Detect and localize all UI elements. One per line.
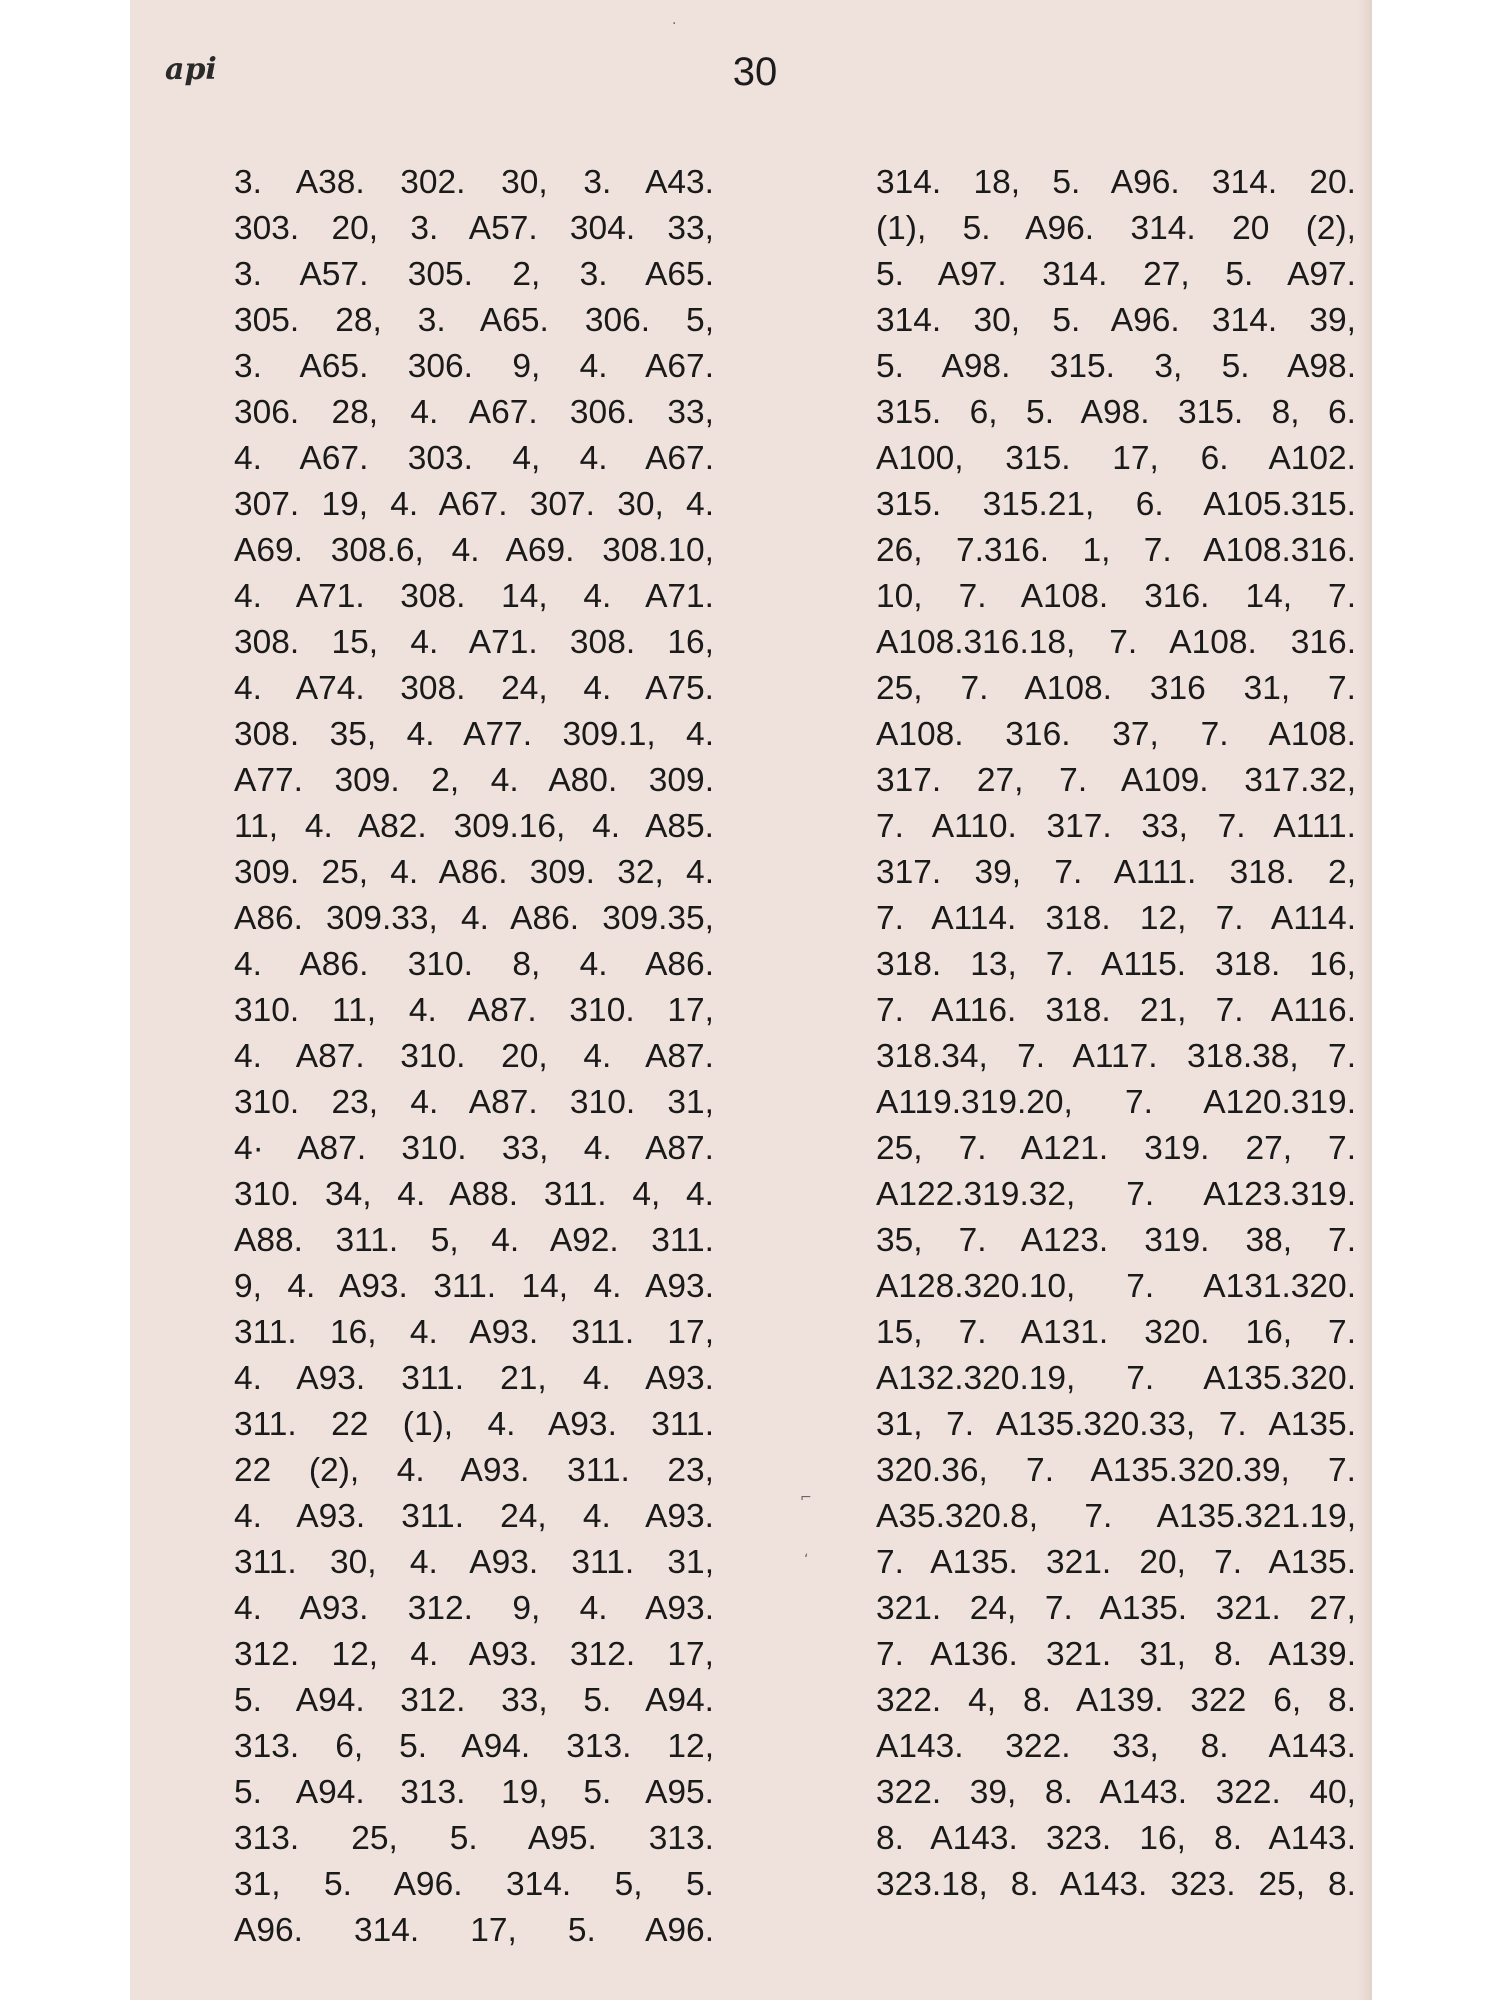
- page-edge-shadow: [1358, 0, 1372, 2000]
- index-line: 11, 4. A82. 309.16, 4. A85.: [234, 808, 714, 845]
- index-line: A119.319.20, 7. A120.319.: [876, 1084, 1356, 1121]
- index-line: 313. 25, 5. A95. 313.: [234, 1820, 714, 1857]
- index-line: 303. 20, 3. A57. 304. 33,: [234, 210, 714, 247]
- index-line: 314. 30, 5. A96. 314. 39,: [876, 302, 1356, 339]
- index-line: 312. 12, 4. A93. 312. 17,: [234, 1636, 714, 1673]
- index-line: 4. A86. 310. 8, 4. A86.: [234, 946, 714, 983]
- index-line: 308. 15, 4. A71. 308. 16,: [234, 624, 714, 661]
- index-line: 4. A67. 303. 4, 4. A67.: [234, 440, 714, 477]
- index-line: 306. 28, 4. A67. 306. 33,: [234, 394, 714, 431]
- index-line: 311. 16, 4. A93. 311. 17,: [234, 1314, 714, 1351]
- index-line: 10, 7. A108. 316. 14, 7.: [876, 578, 1356, 615]
- ink-speck: ·: [672, 16, 677, 32]
- index-line: 318. 13, 7. A115. 318. 16,: [876, 946, 1356, 983]
- index-line: 26, 7.316. 1, 7. A108.316.: [876, 532, 1356, 569]
- index-line: 315. 6, 5. A98. 315. 8, 6.: [876, 394, 1356, 431]
- index-line: 15, 7. A131. 320. 16, 7.: [876, 1314, 1356, 1351]
- index-column-right: [876, 160, 1356, 1908]
- index-line: 4. A74. 308. 24, 4. A75.: [234, 670, 714, 707]
- index-line: 305. 28, 3. A65. 306. 5,: [234, 302, 714, 339]
- index-line: A88. 311. 5, 4. A92. 311.: [234, 1222, 714, 1259]
- index-line: 308. 35, 4. A77. 309.1, 4.: [234, 716, 714, 753]
- index-line: A128.320.10, 7. A131.320.: [876, 1268, 1356, 1305]
- index-column-left: [234, 160, 714, 1954]
- index-line: A100, 315. 17, 6. A102.: [876, 440, 1356, 477]
- index-line: 5. A94. 312. 33, 5. A94.: [234, 1682, 714, 1719]
- index-line: 322. 4, 8. A139. 322 6, 8.: [876, 1682, 1356, 1719]
- index-line: 317. 39, 7. A111. 318. 2,: [876, 854, 1356, 891]
- index-line: 307. 19, 4. A67. 307. 30, 4.: [234, 486, 714, 523]
- index-line: (1), 5. A96. 314. 20 (2),: [876, 210, 1356, 247]
- index-line: 25, 7. A121. 319. 27, 7.: [876, 1130, 1356, 1167]
- index-line: 7. A116. 318. 21, 7. A116.: [876, 992, 1356, 1029]
- index-line: 31, 7. A135.320.33, 7. A135.: [876, 1406, 1356, 1443]
- index-line: 5. A98. 315. 3, 5. A98.: [876, 348, 1356, 385]
- index-line: 317. 27, 7. A109. 317.32,: [876, 762, 1356, 799]
- index-line: A132.320.19, 7. A135.320.: [876, 1360, 1356, 1397]
- index-line: 320.36, 7. A135.320.39, 7.: [876, 1452, 1356, 1489]
- index-line: 318.34, 7. A117. 318.38, 7.: [876, 1038, 1356, 1075]
- index-line: A77. 309. 2, 4. A80. 309.: [234, 762, 714, 799]
- index-line: 315. 315.21, 6. A105.315.: [876, 486, 1356, 523]
- index-line: 323.18, 8. A143. 323. 25, 8.: [876, 1866, 1356, 1903]
- index-line: 321. 24, 7. A135. 321. 27,: [876, 1590, 1356, 1627]
- index-line: 314. 18, 5. A96. 314. 20.: [876, 164, 1356, 201]
- index-line: 8. A143. 323. 16, 8. A143.: [876, 1820, 1356, 1857]
- index-line: 4· A87. 310. 33, 4. A87.: [234, 1130, 714, 1167]
- index-line: 309. 25, 4. A86. 309. 32, 4.: [234, 854, 714, 891]
- index-line: 31, 5. A96. 314. 5, 5.: [234, 1866, 714, 1903]
- index-line: 25, 7. A108. 316 31, 7.: [876, 670, 1356, 707]
- index-line: 4. A87. 310. 20, 4. A87.: [234, 1038, 714, 1075]
- index-line: A69. 308.6, 4. A69. 308.10,: [234, 532, 714, 569]
- index-line: 3. A38. 302. 30, 3. A43.: [234, 164, 714, 201]
- index-line: 310. 11, 4. A87. 310. 17,: [234, 992, 714, 1029]
- index-line: 311. 22 (1), 4. A93. 311.: [234, 1406, 714, 1443]
- index-line: 310. 23, 4. A87. 310. 31,: [234, 1084, 714, 1121]
- index-line: 3. A57. 305. 2, 3. A65.: [234, 256, 714, 293]
- index-line: 22 (2), 4. A93. 311. 23,: [234, 1452, 714, 1489]
- index-line: 311. 30, 4. A93. 311. 31,: [234, 1544, 714, 1581]
- index-line: 4. A71. 308. 14, 4. A71.: [234, 578, 714, 615]
- ink-speck: ⌐: [800, 1490, 812, 1506]
- index-line: 3. A65. 306. 9, 4. A67.: [234, 348, 714, 385]
- index-line: A122.319.32, 7. A123.319.: [876, 1176, 1356, 1213]
- index-line: 7. A135. 321. 20, 7. A135.: [876, 1544, 1356, 1581]
- index-line: 322. 39, 8. A143. 322. 40,: [876, 1774, 1356, 1811]
- index-line: 4. A93. 311. 21, 4. A93.: [234, 1360, 714, 1397]
- index-line: 5. A94. 313. 19, 5. A95.: [234, 1774, 714, 1811]
- running-head: api: [165, 52, 217, 87]
- index-line: 4. A93. 311. 24, 4. A93.: [234, 1498, 714, 1535]
- index-line: A96. 314. 17, 5. A96.: [234, 1912, 714, 1949]
- page-number: 30: [732, 50, 778, 94]
- index-line: A86. 309.33, 4. A86. 309.35,: [234, 900, 714, 937]
- index-line: 7. A136. 321. 31, 8. A139.: [876, 1636, 1356, 1673]
- index-line: 9, 4. A93. 311. 14, 4. A93.: [234, 1268, 714, 1305]
- index-line: A143. 322. 33, 8. A143.: [876, 1728, 1356, 1765]
- index-line: A35.320.8, 7. A135.321.19,: [876, 1498, 1356, 1535]
- index-line: 4. A93. 312. 9, 4. A93.: [234, 1590, 714, 1627]
- index-line: 35, 7. A123. 319. 38, 7.: [876, 1222, 1356, 1259]
- index-line: 5. A97. 314. 27, 5. A97.: [876, 256, 1356, 293]
- index-line: 313. 6, 5. A94. 313. 12,: [234, 1728, 714, 1765]
- ink-speck: ‘: [804, 1552, 809, 1568]
- index-line: 7. A114. 318. 12, 7. A114.: [876, 900, 1356, 937]
- index-line: A108. 316. 37, 7. A108.: [876, 716, 1356, 753]
- index-line: 310. 34, 4. A88. 311. 4, 4.: [234, 1176, 714, 1213]
- index-line: A108.316.18, 7. A108. 316.: [876, 624, 1356, 661]
- index-line: 7. A110. 317. 33, 7. A111.: [876, 808, 1356, 845]
